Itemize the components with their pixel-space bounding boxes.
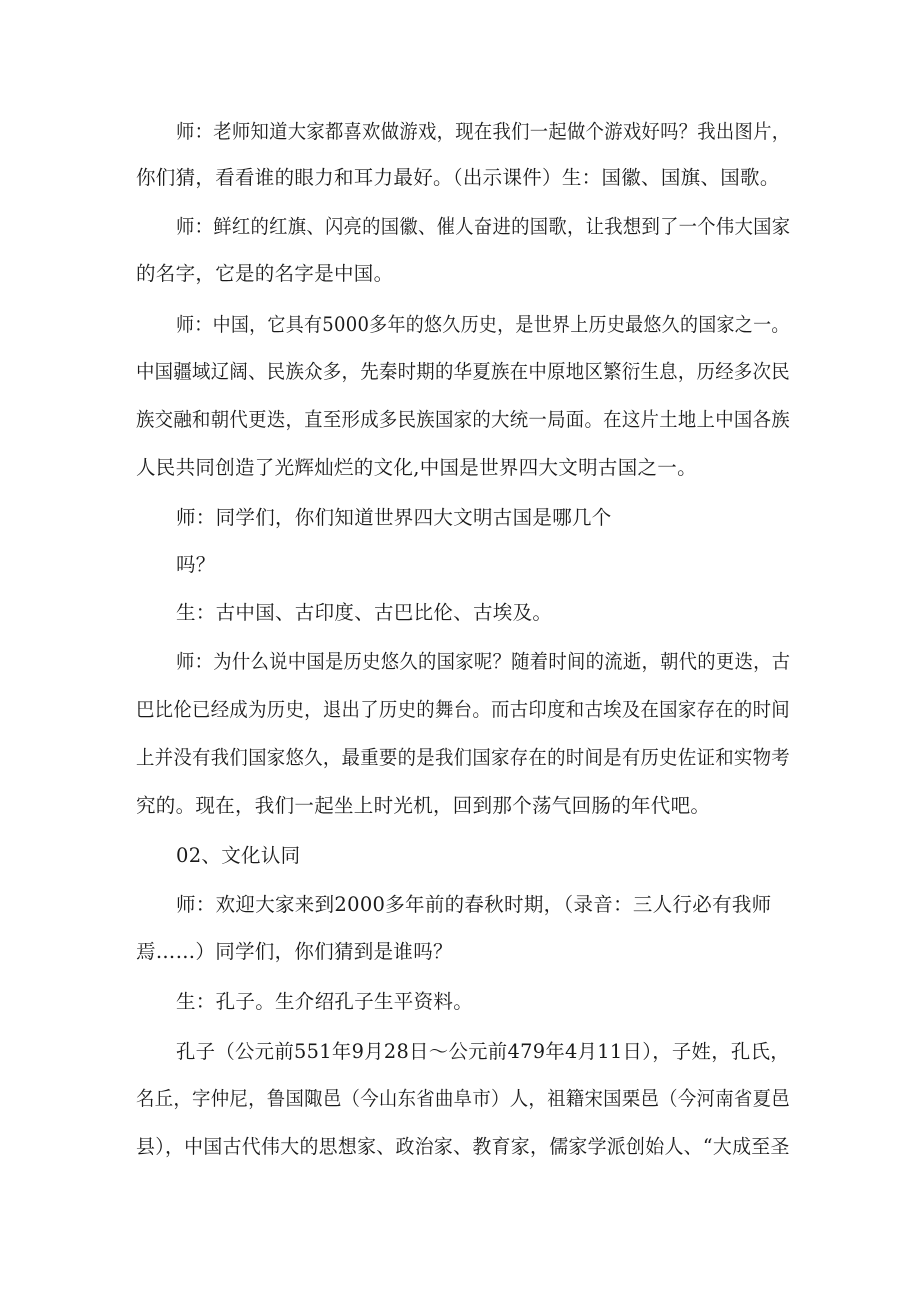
- text-line: 你们猜，看看谁的眼力和耳力最好。（出示课件）生：国徽、国旗、国歌。: [136, 166, 780, 189]
- text-line: 吗？: [176, 553, 216, 576]
- text-line: 师：为什么说中国是历史悠久的国家呢？随着时间的流逝，朝代的更迭，古: [176, 650, 791, 673]
- section-heading: 02、文化认同: [176, 844, 301, 867]
- text-line: 县），中国古代伟大的思想家、政治家、教育家，儒家学派创始人、“大成至圣: [136, 1135, 790, 1158]
- text-line: 上并没有我们国家悠久，最重要的是我们国家存在的时间是有历史佐证和实物考: [136, 746, 790, 769]
- text-line: 师：同学们，你们知道世界四大文明古国是哪几个: [176, 506, 612, 529]
- text-line: 焉……）同学们，你们猜到是谁吗？: [136, 940, 453, 963]
- text-line: 生：孔子。生介绍孔子生平资料。: [176, 990, 474, 1013]
- text-line: 孔子（公元前551年9月28日～公元前479年4月11日），子姓，孔氏，: [176, 1040, 790, 1063]
- text-line: 中国疆域辽阔、民族众多，先秦时期的华夏族在中原地区繁衍生息，历经多次民: [136, 360, 790, 383]
- text-line: 究的。现在，我们一起坐上时光机，回到那个荡气回肠的年代吧。: [136, 794, 711, 817]
- text-line: 族交融和朝代更迭，直至形成多民族国家的大统一局面。在这片土地上中国各族: [136, 408, 790, 431]
- text-line: 师：老师知道大家都喜欢做游戏，现在我们一起做个游戏好吗？我出图片，: [176, 120, 791, 143]
- text-line: 人民共同创造了光辉灿烂的文化,中国是世界四大文明古国之一。: [136, 456, 697, 479]
- text-line: 生：古中国、古印度、古巴比伦、古埃及。: [176, 601, 553, 624]
- text-line: 巴比伦已经成为历史，退出了历史的舞台。而古印度和古埃及在国家存在的时间: [136, 698, 790, 721]
- text-line: 师：鲜红的红旗、闪亮的国徽、催人奋进的国歌，让我想到了一个伟大国家: [176, 215, 791, 238]
- text-line: 的名字，它是的名字是中国。: [136, 262, 394, 285]
- text-line: 师：欢迎大家来到2000多年前的春秋时期，（录音：三人行必有我师: [176, 893, 772, 916]
- text-line: 师：中国，它具有5000多年的悠久历史，是世界上历史最悠久的国家之一。: [176, 313, 790, 336]
- text-line: 名丘，字仲尼，鲁国陬邑（今山东省曲阜市）人，祖籍宋国栗邑（今河南省夏邑: [136, 1087, 790, 1110]
